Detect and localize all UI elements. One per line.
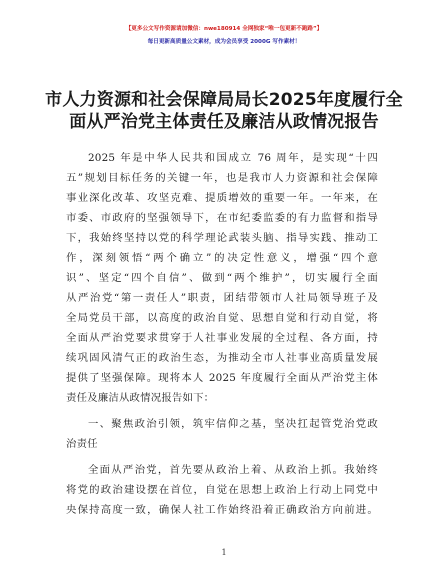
paragraph-line: 2025 年是中华人民共和国成立 76 周年，是实现“十四 [88, 152, 378, 164]
paragraph-line: 作，深刻领悟“两个确立”的决定性意义，增强“四个意 [66, 252, 378, 264]
paragraph-line: 全面从严治党要求贯穿于人社事业发展的全过程、各方面，持 [66, 332, 378, 344]
paragraph-line: 事业深化改革、攻坚克难、提质增效的重要一年。一年来，在 [66, 192, 378, 204]
paragraph-line: 全面从严治党，首先要从政治上着、从政治上抓。我始终 [88, 464, 378, 476]
paragraph-line: 续巩固风清气正的政治生态，为推动全市人社事业高质量发展 [66, 352, 378, 364]
paragraph-line: 识”、坚定“四个自信”、做到“两个维护”，切实履行全面 [66, 272, 378, 284]
paragraph-line: 下，我始终坚持以党的科学理论武装头脑、指导实践、推动工 [66, 232, 378, 244]
section-heading: 一、聚焦政治引领，筑牢信仰之基，坚决扛起管党治党政 [88, 418, 378, 430]
section-heading-continued: 治责任 [66, 438, 98, 450]
paragraph-line: 央保持高度一致，确保人社工作始终沿着正确政治方向前进。 [66, 504, 378, 516]
document-title-line-1: 市人力资源和社会保障局局长2025年度履行全 [45, 90, 403, 110]
paragraph-line: 从严治党“第一责任人”职责，团结带领市人社局领导班子及 [66, 292, 378, 304]
promo-banner-line-1: 【更多公文写作资源请加微信：nwe180914 全网独家“唯一包更新不跑路”】 [125, 26, 323, 32]
document-title-line-2: 面从严治党主体责任及廉洁从政情况报告 [69, 112, 379, 132]
paragraph-line: 提供了坚强保障。现将本人 2025 年度履行全面从严治党主体 [66, 372, 378, 384]
promo-banner-line-2: 每日更新高质量公文素材，成为会员享受 2000G 写作素材！ [147, 39, 301, 45]
paragraph-line: 将党的政治建设摆在首位，自觉在思想上政治上行动上同党中 [66, 484, 378, 496]
page-number: 1 [221, 548, 227, 557]
paragraph-line: 市委、市政府的坚强领导下，在市纪委监委的有力监督和指导 [66, 212, 378, 224]
paragraph-line: 五”规划目标任务的关键一年，也是我市人力资源和社会保障 [66, 172, 378, 184]
paragraph-line: 责任及廉洁从政情况报告如下： [66, 392, 215, 404]
paragraph-line: 全局党员干部，以高度的政治自觉、思想自觉和行动自觉，将 [66, 312, 378, 324]
